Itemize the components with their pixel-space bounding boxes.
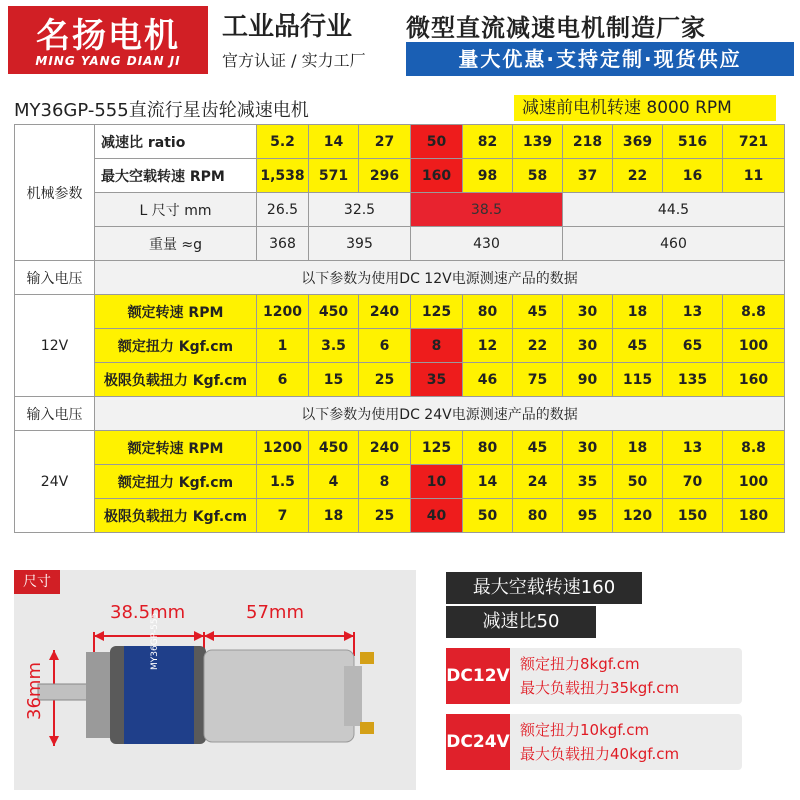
cell-value: 80 bbox=[513, 499, 563, 533]
cell-value: 125 bbox=[411, 431, 463, 465]
cell-value: 50 bbox=[613, 465, 663, 499]
header-title-right: 微型直流减速电机制造厂家 bbox=[406, 14, 706, 42]
brand-logo bbox=[8, 6, 208, 74]
table-row bbox=[15, 295, 785, 329]
cell-value: 35 bbox=[563, 465, 613, 499]
dc12v-card bbox=[446, 648, 742, 704]
cell-value: 90 bbox=[563, 363, 613, 397]
table-row bbox=[15, 261, 785, 295]
cell-value: 15 bbox=[309, 363, 359, 397]
cell-value: 240 bbox=[359, 295, 411, 329]
dim-motor-length: 57mm bbox=[246, 602, 304, 623]
table-row bbox=[15, 465, 785, 499]
row-label-rated-speed: 额定转速 RPM bbox=[95, 431, 257, 465]
header-subtitle: 官方认证 / 实力工厂 bbox=[222, 51, 366, 70]
cell-value: 135 bbox=[663, 363, 723, 397]
table-row bbox=[15, 431, 785, 465]
cell-value: 1.5 bbox=[257, 465, 309, 499]
cell-value: 70 bbox=[663, 465, 723, 499]
summary-max-noload: 最大空载转速160 bbox=[446, 572, 642, 604]
row-label-weight: 重量 ≈g bbox=[95, 227, 257, 261]
row-label-length: L 尺寸 mm bbox=[95, 193, 257, 227]
dc12v-badge: DC12V bbox=[446, 648, 510, 704]
cell-value: 30 bbox=[563, 295, 613, 329]
cell-noload: 22 bbox=[613, 159, 663, 193]
cell-value: 65 bbox=[663, 329, 723, 363]
cell-weight: 430 bbox=[411, 227, 563, 261]
logo-en-text: MING YANG DIAN JI bbox=[35, 54, 181, 68]
cell-value: 1 bbox=[257, 329, 309, 363]
cell-value: 18 bbox=[613, 295, 663, 329]
cell-value: 180 bbox=[723, 499, 785, 533]
cell-length-highlight: 38.5 bbox=[411, 193, 563, 227]
logo-cn-text: 名扬电机 bbox=[36, 16, 180, 56]
row-label-max-torque: 极限负载扭力 Kgf.cm bbox=[95, 499, 257, 533]
note-12v: 以下参数为使用DC 12V电源测速产品的数据 bbox=[95, 261, 785, 295]
cell-value: 4 bbox=[309, 465, 359, 499]
cell-value: 8 bbox=[359, 465, 411, 499]
group-label-24v: 24V bbox=[15, 431, 95, 533]
cell-value: 46 bbox=[463, 363, 513, 397]
cell-value: 50 bbox=[463, 499, 513, 533]
cell-noload: 37 bbox=[563, 159, 613, 193]
cell-value: 6 bbox=[257, 363, 309, 397]
motor-label-text: MY36GP-555 bbox=[150, 612, 160, 670]
cell-weight: 368 bbox=[257, 227, 309, 261]
dc24v-badge: DC24V bbox=[446, 714, 510, 770]
table-row bbox=[15, 363, 785, 397]
cell-noload: 58 bbox=[513, 159, 563, 193]
cell-value: 45 bbox=[613, 329, 663, 363]
table-row bbox=[15, 125, 785, 159]
dc12v-max-torque: 最大负载扭力35kgf.cm bbox=[520, 679, 680, 697]
cell-ratio: 5.2 bbox=[257, 125, 309, 159]
dc24v-max-torque: 最大负载扭力40kgf.cm bbox=[520, 745, 680, 763]
cell-ratio: 369 bbox=[613, 125, 663, 159]
cell-value: 12 bbox=[463, 329, 513, 363]
pre-speed-label: 减速前电机转速 8000 RPM bbox=[514, 95, 776, 121]
cell-value: 125 bbox=[411, 295, 463, 329]
spec-table bbox=[14, 124, 785, 533]
cell-value: 8.8 bbox=[723, 431, 785, 465]
cell-value: 100 bbox=[723, 465, 785, 499]
cell-weight: 395 bbox=[309, 227, 411, 261]
size-tag: 尺寸 bbox=[14, 570, 60, 594]
cell-value: 450 bbox=[309, 431, 359, 465]
cell-ratio: 218 bbox=[563, 125, 613, 159]
cell-value: 240 bbox=[359, 431, 411, 465]
cell-value: 13 bbox=[663, 295, 723, 329]
cell-weight: 460 bbox=[563, 227, 785, 261]
dc12v-rated-torque: 额定扭力8kgf.cm bbox=[520, 655, 640, 673]
cell-value: 1200 bbox=[257, 295, 309, 329]
dim-gearbox-length: 38.5mm bbox=[110, 602, 186, 623]
cell-value: 8.8 bbox=[723, 295, 785, 329]
cell-value: 30 bbox=[563, 431, 613, 465]
cell-value: 150 bbox=[663, 499, 723, 533]
cell-value: 14 bbox=[463, 465, 513, 499]
cell-value: 115 bbox=[613, 363, 663, 397]
cell-ratio: 14 bbox=[309, 125, 359, 159]
group-label-voltage: 输入电压 bbox=[15, 261, 95, 295]
row-label-ratio: 减速比 ratio bbox=[95, 125, 257, 159]
cell-value: 1200 bbox=[257, 431, 309, 465]
cell-value: 13 bbox=[663, 431, 723, 465]
cell-value-highlight: 40 bbox=[411, 499, 463, 533]
table-row bbox=[15, 397, 785, 431]
cell-value: 80 bbox=[463, 431, 513, 465]
cell-value: 7 bbox=[257, 499, 309, 533]
cell-ratio: 139 bbox=[513, 125, 563, 159]
table-row bbox=[15, 329, 785, 363]
cell-value-highlight: 10 bbox=[411, 465, 463, 499]
table-row bbox=[15, 227, 785, 261]
cell-value: 45 bbox=[513, 431, 563, 465]
group-label-voltage: 输入电压 bbox=[15, 397, 95, 431]
cell-length: 26.5 bbox=[257, 193, 309, 227]
cell-value: 450 bbox=[309, 295, 359, 329]
cell-ratio: 82 bbox=[463, 125, 513, 159]
row-label-rated-torque: 额定扭力 Kgf.cm bbox=[95, 465, 257, 499]
header-title: 工业品行业 bbox=[222, 12, 353, 42]
cell-noload: 571 bbox=[309, 159, 359, 193]
cell-value: 25 bbox=[359, 499, 411, 533]
cell-value-highlight: 8 bbox=[411, 329, 463, 363]
header-banner: 量大优惠·支持定制·现货供应 bbox=[406, 42, 794, 76]
cell-value: 160 bbox=[723, 363, 785, 397]
cell-value: 30 bbox=[563, 329, 613, 363]
cell-noload: 11 bbox=[723, 159, 785, 193]
cell-value: 18 bbox=[613, 431, 663, 465]
cell-value: 80 bbox=[463, 295, 513, 329]
table-row bbox=[15, 193, 785, 227]
cell-value: 25 bbox=[359, 363, 411, 397]
cell-value: 18 bbox=[309, 499, 359, 533]
motor-photo bbox=[14, 570, 416, 790]
summary-ratio: 减速比50 bbox=[446, 606, 596, 638]
row-label-noload: 最大空载转速 RPM bbox=[95, 159, 257, 193]
cell-noload-highlight: 160 bbox=[411, 159, 463, 193]
row-label-max-torque: 极限负载扭力 Kgf.cm bbox=[95, 363, 257, 397]
row-label-rated-torque: 额定扭力 Kgf.cm bbox=[95, 329, 257, 363]
cell-value: 95 bbox=[563, 499, 613, 533]
cell-value: 45 bbox=[513, 295, 563, 329]
cell-ratio: 516 bbox=[663, 125, 723, 159]
cell-value: 120 bbox=[613, 499, 663, 533]
group-label-mech: 机械参数 bbox=[15, 125, 95, 261]
cell-ratio: 721 bbox=[723, 125, 785, 159]
cell-noload: 16 bbox=[663, 159, 723, 193]
cell-value: 75 bbox=[513, 363, 563, 397]
cell-value: 6 bbox=[359, 329, 411, 363]
dc24v-card bbox=[446, 714, 742, 770]
dc24v-rated-torque: 额定扭力10kgf.cm bbox=[520, 721, 650, 739]
cell-length: 32.5 bbox=[309, 193, 411, 227]
cell-length: 44.5 bbox=[563, 193, 785, 227]
table-row bbox=[15, 159, 785, 193]
group-label-12v: 12V bbox=[15, 295, 95, 397]
motor-illustration-icon bbox=[14, 570, 416, 790]
model-title: MY36GP-555直流行星齿轮减速电机 bbox=[14, 100, 309, 121]
cell-value: 24 bbox=[513, 465, 563, 499]
cell-value-highlight: 35 bbox=[411, 363, 463, 397]
cell-ratio: 27 bbox=[359, 125, 411, 159]
cell-value: 100 bbox=[723, 329, 785, 363]
cell-noload: 98 bbox=[463, 159, 513, 193]
table-row bbox=[15, 499, 785, 533]
note-24v: 以下参数为使用DC 24V电源测速产品的数据 bbox=[95, 397, 785, 431]
cell-value: 3.5 bbox=[309, 329, 359, 363]
cell-value: 22 bbox=[513, 329, 563, 363]
cell-noload: 1,538 bbox=[257, 159, 309, 193]
dim-diameter: 36mm bbox=[24, 662, 45, 720]
cell-ratio-highlight: 50 bbox=[411, 125, 463, 159]
cell-noload: 296 bbox=[359, 159, 411, 193]
row-label-rated-speed: 额定转速 RPM bbox=[95, 295, 257, 329]
